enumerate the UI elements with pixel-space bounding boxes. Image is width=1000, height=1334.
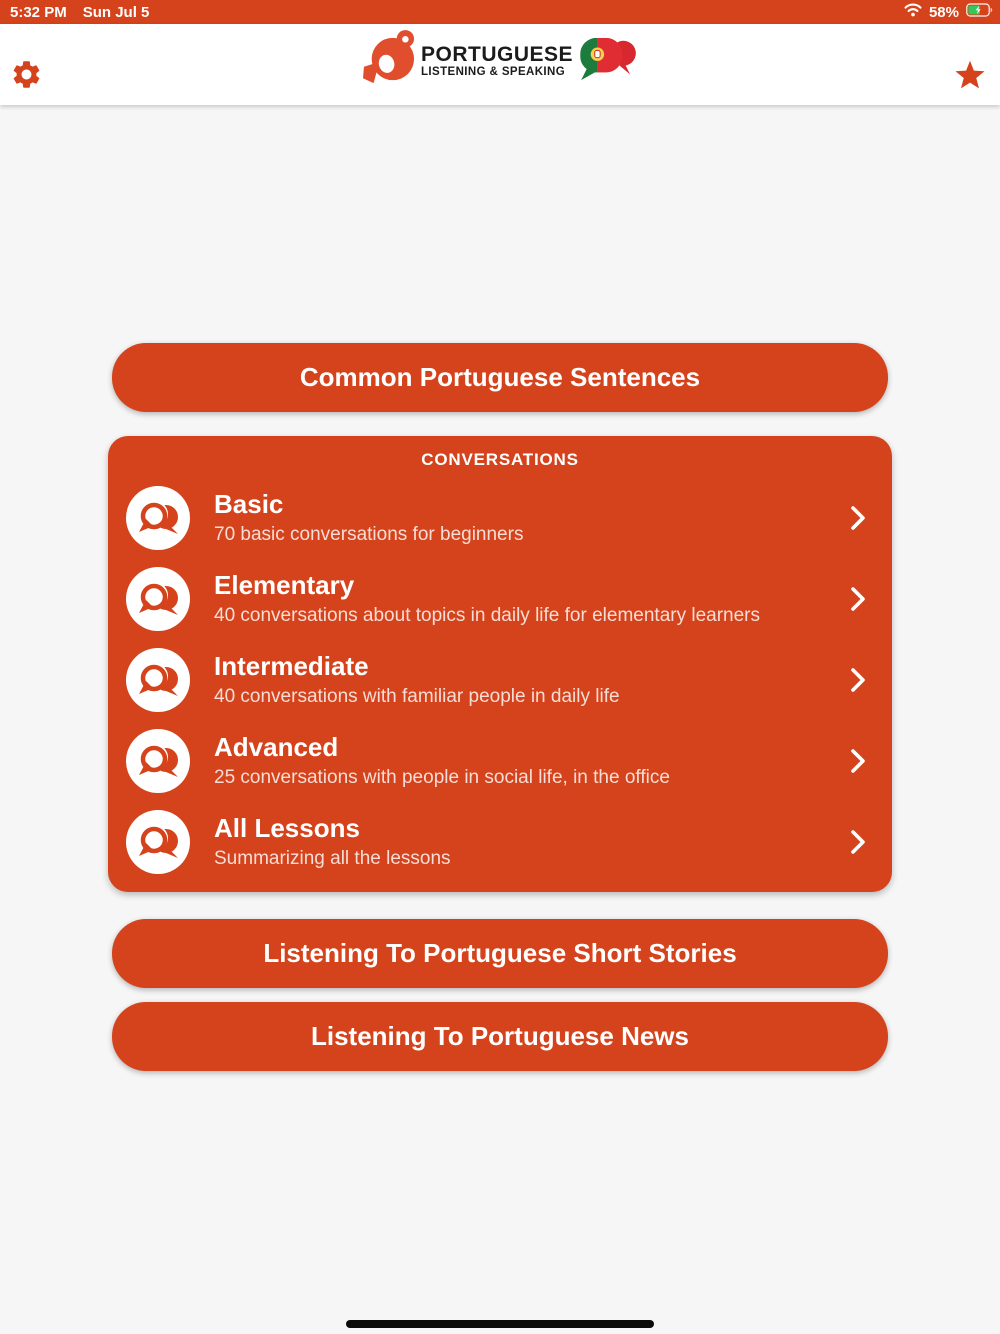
logo-subtitle: LISTENING & SPEAKING: [420, 65, 566, 78]
chevron-right-icon: [850, 504, 866, 532]
home-indicator[interactable]: [346, 1320, 654, 1328]
status-date: Sun Jul 5: [82, 3, 150, 21]
settings-button[interactable]: [6, 54, 47, 95]
chevron-right-icon: [850, 666, 866, 694]
chevron-right-icon: [850, 828, 866, 856]
main-content: [0, 343, 1000, 1071]
conversation-row-subtitle: 70 basic conversations for beginners: [214, 523, 524, 545]
conversation-row-elementary[interactable]: [126, 567, 874, 631]
battery-percent: 58%: [928, 3, 959, 21]
conversation-row-advanced[interactable]: [126, 729, 874, 793]
conversation-row-text: [214, 731, 826, 790]
conversation-row-text: [214, 812, 826, 871]
favorite-button[interactable]: [948, 54, 992, 98]
status-time: 5:32 PM: [10, 3, 67, 21]
chat-bubbles-icon: [126, 729, 190, 793]
short-stories-button[interactable]: Listening To Portuguese Short Stories: [112, 919, 888, 988]
conversation-row-basic[interactable]: [126, 486, 874, 550]
conversation-row-subtitle: 25 conversations with people in social life, in the office: [214, 766, 670, 788]
conversation-row-title: Advanced: [214, 732, 339, 763]
conversations-card: [108, 436, 892, 892]
logo-title: PORTUGUESE: [420, 42, 574, 66]
chevron-right-icon: [850, 585, 866, 613]
battery-charging-icon: [966, 3, 994, 21]
logo-text: [421, 44, 573, 80]
news-button[interactable]: Listening To Portuguese News: [112, 1002, 888, 1071]
conversation-row-text: [214, 650, 826, 709]
status-bar: [0, 0, 1000, 24]
chevron-right-icon: [850, 747, 866, 775]
app-logo: [363, 28, 637, 95]
conversation-row-intermediate[interactable]: [126, 648, 874, 712]
common-sentences-button[interactable]: Common Portuguese Sentences: [112, 343, 888, 412]
conversation-row-subtitle: 40 conversations about topics in daily life for elementary learners: [214, 604, 761, 626]
header: [0, 24, 1000, 105]
conversation-row-all-lessons[interactable]: [126, 810, 874, 874]
status-left: [10, 4, 149, 21]
chat-bubbles-icon: [126, 486, 190, 550]
gear-icon: [10, 79, 43, 94]
chat-bubbles-icon: [126, 567, 190, 631]
conversation-row-subtitle: 40 conversations with familiar people in daily life: [214, 685, 620, 707]
wifi-icon: [904, 3, 922, 21]
star-icon: [952, 82, 988, 97]
chat-bubbles-icon: [126, 810, 190, 874]
mascot-speech-bubble-icon: [363, 28, 415, 95]
conversation-row-title: Basic: [214, 489, 284, 520]
portugal-flag-bubble-icon: [579, 35, 637, 88]
conversation-row-title: All Lessons: [214, 813, 360, 844]
conversation-row-title: Elementary: [214, 570, 355, 601]
conversation-row-text: [214, 488, 826, 547]
status-right: [904, 3, 994, 21]
conversation-row-title: Intermediate: [214, 651, 369, 682]
conversation-row-subtitle: Summarizing all the lessons: [214, 847, 451, 869]
conversation-row-text: [214, 569, 826, 628]
chat-bubbles-icon: [126, 648, 190, 712]
conversations-title: CONVERSATIONS: [421, 450, 579, 469]
